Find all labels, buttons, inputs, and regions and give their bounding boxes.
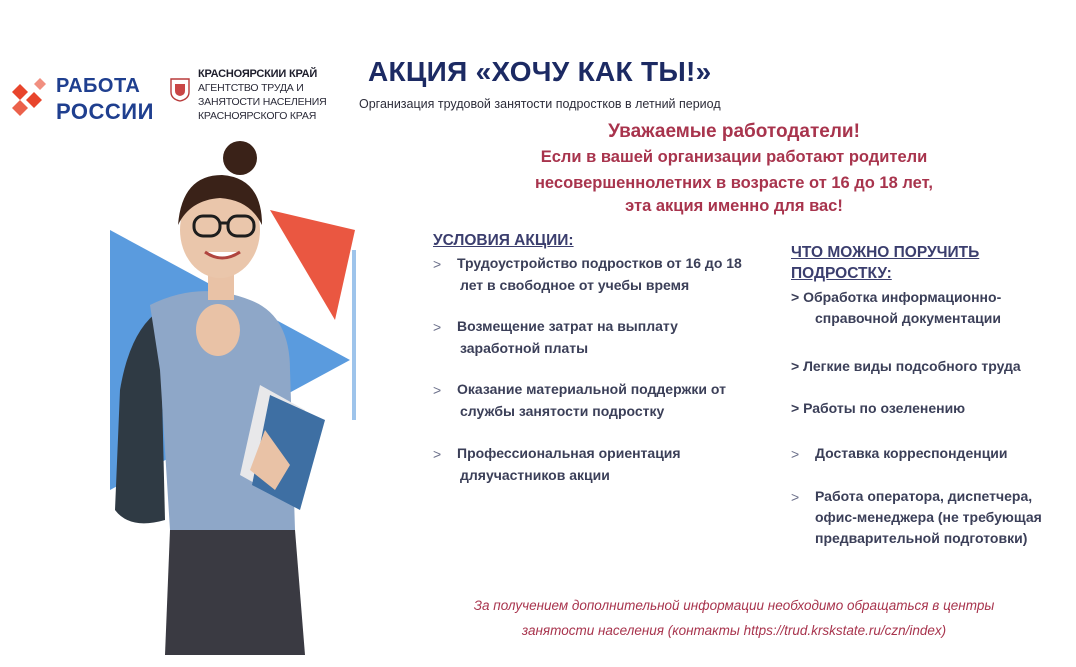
page-subtitle: Организация трудовой занятости подростков в летний период	[359, 97, 721, 111]
page-title: АКЦИЯ «ХОЧУ КАК ТЫ!»	[368, 56, 712, 87]
agency-line-1: АГЕНТСТВО ТРУДА И	[198, 82, 304, 94]
rabota-rossii-logo-icon	[10, 78, 50, 118]
task-3-line-1: > Работы по озеленению	[791, 400, 966, 416]
condition-4-line-2: дляучастников акции	[460, 467, 610, 483]
condition-1-line-1: Трудоустройство подростков от 16 до 18	[457, 255, 742, 271]
footer-line-2: занятости населения (контакты https://trud.krskstate.ru/czn/index)	[521, 623, 947, 638]
logo-text-line2: РОССИИ	[56, 99, 154, 124]
agency-line-2: ЗАНЯТОСТИ НАСЕЛЕНИЯ	[198, 96, 327, 108]
task-2-line-1: > Легкие виды подсобного труда	[791, 358, 1021, 374]
condition-2-line-2: заработной платы	[460, 340, 589, 356]
tasks-heading-line-2: ПОДРОСТКУ:	[791, 265, 892, 282]
task-4-marker: >	[791, 446, 800, 462]
condition-3-line-1: Оказание материальной поддержки от	[457, 381, 726, 397]
task-1-line-1: > Обработка информационно-	[791, 289, 1002, 305]
conditions-marker-1: >	[433, 256, 442, 272]
conditions-marker-4: >	[433, 446, 442, 462]
krasnoyarsk-emblem-icon	[170, 78, 190, 102]
task-5-marker: >	[791, 489, 800, 505]
intro-line-2: несовершеннолетних в возрасте от 16 до 18 лет,	[534, 174, 934, 192]
teen-student-illustration	[90, 130, 370, 655]
task-1-line-2: справочной документации	[815, 310, 1001, 326]
conditions-marker-2: >	[433, 319, 442, 335]
task-5-line-3: предварительной подготовки)	[815, 530, 1028, 546]
agency-block	[170, 68, 350, 128]
conditions-heading: УСЛОВИЯ АКЦИИ:	[433, 232, 574, 249]
intro-line-1: Если в вашей организации работают родители	[540, 148, 928, 166]
task-4-line-1: Доставка корреспонденции	[815, 445, 1008, 461]
logo-text-line1: РАБОТА	[56, 75, 141, 97]
condition-3-line-2: службы занятости подростку	[460, 403, 665, 419]
condition-1-line-2: лет в свободное от учебы время	[460, 277, 690, 293]
condition-2-line-1: Возмещение затрат на выплату	[457, 318, 678, 334]
tasks-heading-line-1: ЧТО МОЖНО ПОРУЧИТЬ	[791, 244, 980, 261]
greeting: Уважаемые работодатели!	[608, 121, 860, 142]
conditions-marker-3: >	[433, 382, 442, 398]
agency-region: КРАСНОЯРСКИИ КРАЙ	[198, 68, 318, 80]
task-5-line-2: офис-менеджера (не требующая	[815, 509, 1042, 525]
agency-line-3: КРАСНОЯРСКОГО КРАЯ	[198, 110, 317, 122]
intro-line-3: эта акция именно для вас!	[625, 197, 843, 215]
condition-4-line-1: Профессиональная ориентация	[457, 445, 681, 461]
rabota-rossii-logo	[10, 72, 154, 128]
footer-line-1: За получением дополнительной информации необходимо обращаться в центры	[473, 598, 995, 613]
task-5-line-1: Работа оператора, диспетчера,	[815, 488, 1033, 504]
